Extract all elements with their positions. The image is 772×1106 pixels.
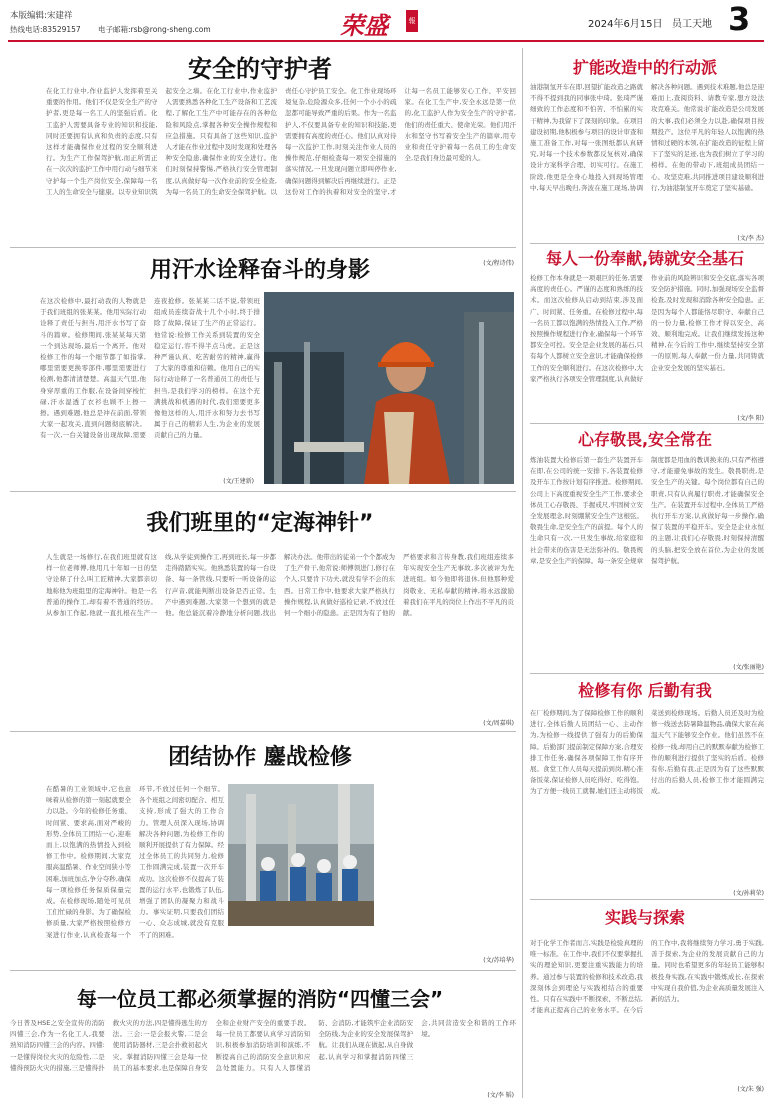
expansion-author: (文/李 杰) (737, 235, 764, 242)
email-line: 电子邮箱:rsb@rong-sheng.com (98, 25, 211, 34)
divider (530, 243, 764, 244)
dedication-body: 检修工作本身就是一项艰巨的任务,需要高度的责任心。严谨的态度和熟练的技术。而这次检修从启动到结束,涉及面广、时间紧、任务重。在检修过程中,每一名员工都以饱满的热情投入工作,严格按照操作规程进行作业,确保每一个环节都安全可控。安全是企业发展的基石,只有每个人都树立安全意识,才能确保检修工作的安全顺利进行。在这次检修中,大家严格执行各项安全管理制度,认真做好作业前的风险辨识和安全交底,落实各项安全防护措施。同时,加强现场安全监督检查,及时发现和消除各种安全隐患。正是因为每个人都能恪尽职守、奉献自己的一份力量,检修工作才得以安全、高效、顺利地完成。让我们继续发扬这种精神,在今后的工作中,继续坚持安全第一的原则,每人奉献一份力量,共同铸就企业安全发展的坚实基石。 (530, 274, 764, 383)
divider (10, 970, 516, 971)
practice-author: (文/朱 强) (737, 1086, 764, 1093)
maintenance-author: (文/孙莉荣) (733, 890, 764, 897)
section-name: 员工天地 (672, 19, 712, 30)
anchor-author: (文/周嘉琪) (483, 720, 514, 727)
divider (530, 899, 764, 900)
issue-date: 2024年6月15日 (588, 19, 663, 30)
maintenance-body: 在厂检修期间,为了保障检修工作的顺利进行,全体后勤人员团结一心、主动作为,为检修一线提供了强有力的后勤保障。后勤部门提前制定保障方案,合理安排工作任务,确保各项保障工作有序开展。食堂工作人员每天提前到岗,精心准备饭菜,保证检修人员吃得好、吃得饱。为了方便一线员工就餐,她们还主动将饭菜送到检修现场。后勤人员还及时为检修一线送去防暑降温物品,确保大家在高温天气下能够安全作业。他们虽然不在检修一线,却用自己的默默奉献为检修工作的顺利进行提供了坚实的后盾。检修有你,后勤有我,正是因为有了这些默默付出的后勤人员,检修工作才能圆满完成。 (530, 709, 764, 796)
header-rule (8, 40, 764, 42)
divider (10, 247, 516, 248)
divider (530, 673, 764, 674)
phone-line: 热线电话:83529157 (10, 25, 81, 34)
reverence-title: 心存敬畏,安全常在 (577, 430, 713, 449)
guardian-author: (文/程诗伟) (483, 260, 514, 267)
column-divider (522, 48, 523, 1098)
fire-author: (文/李 韬) (487, 1092, 514, 1099)
divider (530, 423, 764, 424)
guardian-title: 安全的守护者 (188, 55, 332, 83)
divider (10, 491, 516, 492)
page-number: 3 (728, 0, 751, 38)
sweat-author: (文/王建新) (223, 478, 254, 485)
practice-title: 实践与探索 (604, 908, 685, 927)
reverence-body: 炼油装置大检修后第一套生产装置开车在即,在公司的统一安排下,各装置检修及开车工作按计划有序推进。检修期间,公司上下高度重视安全生产工作,要求全体员工心存敬畏、手握戒尺,牢固树立安全发展理念,时刻绷紧安全生产这根弦。敬畏生命,是安全生产的前提。每个人的生命只有一次,一旦发生事故,给家庭和社会带来的伤害是无法弥补的。敬畏规章,是安全生产的保障。每一条安全规章制度都是用血的教训换来的,只有严格遵守,才能避免事故的发生。敬畏职责,是安全生产的关键。每个岗位都有自己的职责,只有认真履行职责,才能确保安全生产。在装置开车过程中,全体员工严格执行开车方案,认真做好每一步操作,确保了装置的平稳开车。安全是企业永恒的主题,让我们心存敬畏,时刻保持清醒的头脑,把安全放在首位,为企业的发展保驾护航。 (530, 456, 764, 565)
unity-author: (文/苏培华) (483, 957, 514, 964)
worker-photo (264, 292, 514, 484)
unity-body: 在酷暑的工业领域中,它也意味着从检修的第一刻起就要全力以赴。今年的检修任务重、时间紧、要求高,面对严峻的形势,全体员工团结一心,迎难而上,以饱满的热情投入到检修工作中。检修期间,大家克服高温酷暑、作业空间狭小等困难,加班加点,争分夺秒,确保每一项检修任务保质保量完成。在检修现场,随处可见员工们忙碌的身影。为了确保检修质量,大家严格按照检修方案进行作业,认真检查每一个环节,不放过任何一个细节。各个班组之间密切配合、相互支持,形成了强大的工作合力。管理人员深入现场,协调解决各种问题,为检修工作的顺利开展提供了有力保障。经过全体员工的共同努力,检修工作圆满完成,装置一次开车成功。这次检修不仅提高了装置的运行水平,也锻炼了队伍,增强了团队的凝聚力和战斗力。事实证明,只要我们团结一心、众志成城,就没有克服不了的困难。 (46, 785, 224, 939)
guardian-body: 在化工行业中,作业监护人发挥着至关重要的作用。他们不仅是安全生产的守护者,更是每一名工人的坚强后盾。化工监护人需要具备专业的知识和技能,同时还要拥有认真和负责的态度,只有这样才能确保作业过程的安全顺利进行。为生产工作保驾护航,而正所需正在一次次的监护工作中用行动与细节来守护每一个生产岗位安全,保障每一名工人的生命安全与健康。以专业知识筑起安全之墙。在化工行业中,作业监护人需要熟悉各种化工生产设备和工艺流程,了解化工生产中可能存在的各种危险和风险点,掌握各种安全操作规程和应急措施。只有具备了这些知识,监护人才能在作业过程中及时发现和处理各种安全隐患,确保作业的安全进行。他们时刻保持警惕,严格执行安全管理制度,认真做好每一次作业前的安全检查,为每一名员工的生命安全保驾护航。以责任心守护员工安全。化工作业现场环境复杂,危险源众多,任何一个小小的疏忽都可能导致严重的后果。作为一名监护人,不仅要具备专业的知识和技能,更需要拥有高度的责任心。他们认真对待每一次监护工作,时刻关注作业人员的操作规范,仔细检查每一项安全措施的落实情况,一旦发现问题立即叫停作业,确保问题得到解决后再继续进行。正是这份对工作的执着和对安全的坚守,才让每一名员工能够安心工作、平安回家。在化工生产中,安全永远是第一位的,化工监护人作为安全生产的守护者,他们的责任重大、使命光荣。他们用汗水和坚守书写着安全生产的篇章,用专业和责任守护着每一名员工的生命安全,是我们身边最可爱的人。 (46, 87, 516, 196)
editor-line: 本版编辑:宋建祥 (10, 11, 73, 21)
fire-body: 今日普及HSE之安全宣传的消防四懂三会,作为一名化工人,我要熟知消防四懂三会的内容。四懂:一是懂得岗位火灾的危险性,二是懂得预防火灾的措施,三是懂得扑救火灾的方法,四是懂得逃生的方法。三会:一是会报火警,二是会使用消防器材,三是会扑救初起火灾。掌握消防四懂三会是每一位员工的基本要求,也是保障自身安全和企业财产安全的重要手段。每一位员工都要认真学习消防知识,积极参加消防培训和演练,不断提高自己的消防安全意识和应急处置能力。只有人人都懂消防、会消防,才能筑牢企业消防安全防线,为企业的安全发展保驾护航。让我们从现在做起,从自身做起,认真学习和掌握消防四懂三会,共同营造安全和谐的工作环境。 (10, 1019, 516, 1072)
expansion-title: 扩能改造中的行动派 (572, 58, 717, 77)
dedication-title: 每人一份奉献,铸就安全基石 (545, 249, 745, 268)
expansion-body: 油港制氢开车在即,回望扩能改造之路就不得不提到我的同事张中琦。张琦严谨细致的工作态度和不怕苦、不怕累的实干精神,为我留下了深刻的印象。在项目建设初期,他积极参与项目的设计审查和施工准备工作,对每一张图纸都认真研究,对每一个技术参数都反复核对,确保设计方案科学合理、切实可行。在施工阶段,他更是全身心地投入到现场管理中,每天早出晚归,奔波在施工现场,协调解决各种问题。遇到技术难题,他总是迎难而上,查阅资料、请教专家,想方设法攻克难关。他常说:扩能改造是公司发展的大事,我们必须全力以赴,确保项目按期投产。这位平凡的年轻人以饱满的热情和过硬的本领,在扩能改造的征程上留下了坚实的足迹,也为我们树立了学习的榜样。在他的带动下,班组成员团结一心、攻坚克难,共同推进项目建设顺利进行,为油港制氢开车奠定了坚实基础。 (530, 83, 764, 192)
dedication-author: (文/李 阳) (737, 415, 764, 422)
team-photo (228, 784, 374, 926)
fire-title: 每一位员工都必须掌握的消防“四懂三会” (76, 987, 444, 1011)
anchor-title: 我们班里的“定海神针” (146, 511, 374, 536)
anchor-body: 人生就是一场修行,在我们班里就有这样一位老师傅,他用几十年如一日的坚守诠释了什么叫工匠精神,大家都亲切地称他为班组里的定海神针。他是一名普通的操作工,却有着不普通的经历。从参加工作起,他就一直扎根在生产一线,从学徒到操作工,再到班长,每一步都走得踏踏实实。他熟悉装置的每一台设备、每一条管线,只要听一听设备的运行声音,就能判断出设备是否正常。生产中遇到难题,大家第一个想到的就是他。他总能沉着冷静地分析问题,找出解决办法。他带出的徒弟一个个都成为了生产骨干,他常说:师傅领进门,修行在个人,只要肯下功夫,就没有学不会的东西。日常工作中,他要求大家严格执行操作规程,认真做好巡检记录,不放过任何一个细小的隐患。正是因为有了他的严格要求和言传身教,我们班组连续多年实现安全生产无事故,多次被评为先进班组。如今他即将退休,但他那种爱岗敬业、无私奉献的精神,将永远激励着我们在平凡的岗位上作出不平凡的贡献。 (46, 553, 514, 618)
unity-body-cont (378, 784, 514, 952)
sweat-title: 用汗水诠释奋斗的身影 (149, 258, 370, 283)
divider (10, 731, 516, 732)
masthead-seal: 報 (406, 10, 418, 32)
masthead-logo: 荣盛 (340, 11, 388, 40)
reverence-author: (文/张丽艳) (733, 664, 764, 671)
maintenance-title: 检修有你 后勤有我 (578, 681, 712, 700)
practice-body: 对于化学工作者而言,实践是检验真理的唯一标准。在工作中,我们不仅要掌握扎实的理论知识,更要注重实践能力的培养。通过参与装置的检修和技术改造,我深刻体会到理论与实践相结合的重要性。只有在实践中不断探索、不断总结,才能真正提高自己的业务水平。在今后的工作中,我将继续努力学习,勇于实践,善于探索,为企业的发展贡献自己的力量。同时也希望更多的年轻员工能够积极投身实践,在实践中锻炼成长,在探索中实现自我价值,为企业高质量发展注入新的活力。 (530, 939, 764, 1015)
unity-title: 团结协作 鏖战检修 (168, 745, 352, 770)
sweat-body: 在这次检修中,最打动我的人物就是于我们班组的张某某。他用实际行动诠释了责任与担当,用汗水书写了奋斗的篇章。检修期间,张某某每天第一个到达现场,最后一个离开。他对检修工作的每一个细节都了如指掌,哪里需要更换零部件,哪里需要进行检测,他都清清楚楚。高温天气里,他身穿厚重的工作服,在设备间穿梭忙碌,汗水湿透了衣衫也顾不上擦一擦。遇到难题,他总是冲在前面,带领大家一起攻关,直到问题彻底解决。有一次,一台关键设备出现故障,需要连夜抢修。张某某二话不说,带领班组成员连续奋战十几个小时,终于排除了故障,保证了生产的正常运行。他常说:检修工作关系到装置的安全稳定运行,容不得半点马虎。正是这种严谨认真、吃苦耐劳的精神,赢得了大家的尊重和信赖。他用自己的实际行动诠释了一名普通员工的责任与担当,是我们学习的榜样。在这个充满挑战和机遇的时代,我们需要更多像他这样的人,用汗水和努力去书写属于自己的精彩人生,为企业的发展贡献自己的力量。 (40, 297, 260, 440)
